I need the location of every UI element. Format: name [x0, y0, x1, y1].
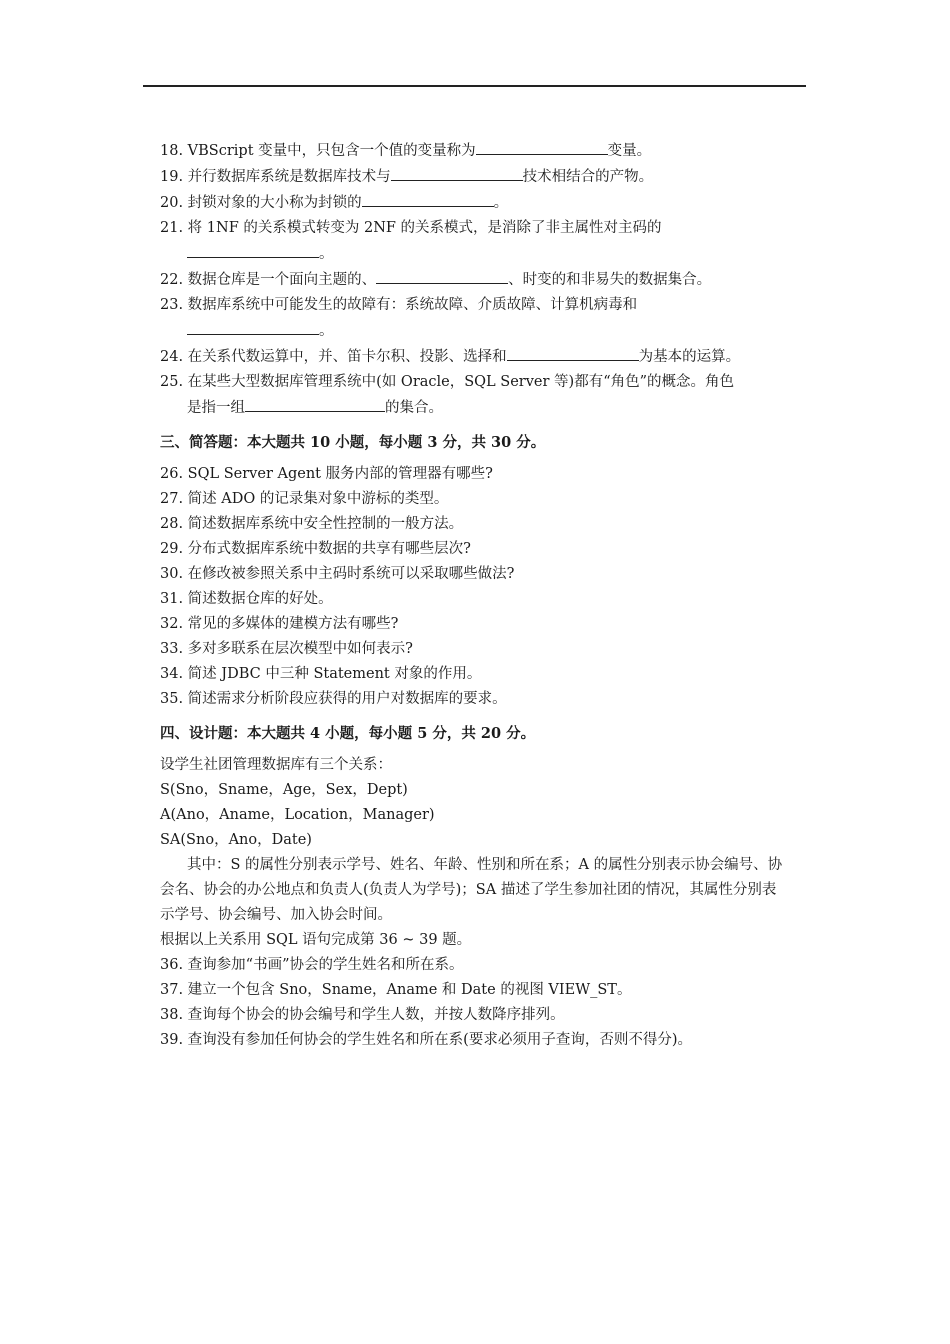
- question-21-cont: [160, 241, 790, 267]
- question-35: 35. 简述需求分析阶段应获得的用户对数据库的要求。: [160, 691, 507, 707]
- q25-text: 25. 在某些大型数据库管理系统中(如 Oracle，SQL Server 等)都有“角色”的概念。角色: [160, 374, 735, 390]
- q24-blank: [507, 344, 639, 361]
- q24-text: 24. 在关系代数运算中，并、笛卡尔积、投影、选择和: [160, 349, 507, 365]
- section-3-heading: 三、简答题：本大题共 10 小题，每小题 3 分，共 30 分。: [160, 434, 546, 451]
- question-20: [160, 190, 790, 216]
- top-rule: [143, 85, 806, 87]
- question-21: [160, 216, 790, 241]
- question-23-cont: [160, 318, 790, 344]
- q20-blank: [362, 190, 494, 207]
- section-4-heading: 四、设计题：本大题共 4 小题，每小题 5 分，共 20 分。: [160, 725, 536, 742]
- section-4-instruction: 根据以上关系用 SQL 语句完成第 36 ~ 39 题。: [160, 932, 472, 948]
- q20-tail: 。: [493, 195, 509, 211]
- q19-blank: [391, 164, 523, 181]
- question-29: 29. 分布式数据库系统中数据的共享有哪些层次?: [160, 541, 471, 557]
- question-38: 38. 查询每个协会的协会编号和学生人数，并按人数降序排列。: [160, 1007, 565, 1023]
- q25-text-b: 是指一组: [187, 400, 245, 416]
- question-25-cont: [160, 395, 790, 421]
- q22-tail: 、时变的和非易失的数据集合。: [508, 272, 712, 288]
- question-26: 26. SQL Server Agent 服务内部的管理器有哪些?: [160, 466, 493, 482]
- q18-tail: 变量。: [607, 143, 652, 159]
- q18-blank: [476, 138, 608, 155]
- section-4-description: 其中：S 的属性分别表示学号、姓名、年龄、性别和所在系；A 的属性分别表示协会编号、协会名、协会的办公地点和负责人(负责人为学号)；SA 描述了学生参加社团的情况，其属性分别表示学号、协会编号、加入协会时间。: [160, 857, 783, 923]
- question-39: 39. 查询没有参加任何协会的学生姓名和所在系(要求必须用子查询，否则不得分)。: [160, 1032, 692, 1048]
- q22-blank: [376, 267, 508, 284]
- question-25: [160, 370, 790, 395]
- question-27: 27. 简述 ADO 的记录集对象中游标的类型。: [160, 491, 449, 507]
- q21-text: 21. 将 1NF 的关系模式转变为 2NF 的关系模式，是消除了非主属性对主码的: [160, 220, 662, 236]
- question-22: [160, 267, 790, 293]
- relation-a: A(Ano，Aname，Location，Manager): [160, 807, 435, 823]
- q23-tail: 。: [319, 323, 334, 339]
- exam-content: [160, 138, 790, 1053]
- question-32: 32. 常见的多媒体的建模方法有哪些?: [160, 616, 399, 632]
- relation-sa: SA(Sno，Ano，Date): [160, 832, 312, 848]
- q22-text: 22. 数据仓库是一个面向主题的、: [160, 272, 377, 288]
- q25-tail: 的集合。: [385, 400, 443, 416]
- section-4-intro: 设学生社团管理数据库有三个关系：: [160, 757, 392, 773]
- question-31: 31. 简述数据仓库的好处。: [160, 591, 333, 607]
- question-33: 33. 多对多联系在层次模型中如何表示?: [160, 641, 413, 657]
- q23-blank: [187, 318, 319, 335]
- q23-text: 23. 数据库系统中可能发生的故障有：系统故障、介质故障、计算机病毒和: [160, 297, 638, 313]
- question-18: [160, 138, 790, 164]
- question-34: 34. 简述 JDBC 中三种 Statement 对象的作用。: [160, 666, 482, 682]
- question-28: 28. 简述数据库系统中安全性控制的一般方法。: [160, 516, 464, 532]
- question-23: [160, 293, 790, 318]
- q21-tail: 。: [319, 246, 334, 262]
- q19-text: 19. 并行数据库系统是数据库技术与: [160, 169, 391, 185]
- q24-tail: 为基本的运算。: [638, 349, 741, 365]
- q20-text: 20. 封锁对象的大小称为封锁的: [160, 195, 362, 211]
- q21-blank: [187, 241, 319, 258]
- question-36: 36. 查询参加“书画”协会的学生姓名和所在系。: [160, 957, 464, 973]
- q19-tail: 技术相结合的产物。: [522, 169, 654, 185]
- question-30: 30. 在修改被参照关系中主码时系统可以采取哪些做法?: [160, 566, 515, 582]
- relation-s: S(Sno，Sname，Age，Sex，Dept): [160, 782, 408, 798]
- q18-text: 18. VBScript 变量中，只包含一个值的变量称为: [160, 143, 476, 159]
- question-19: [160, 164, 790, 190]
- question-37: 37. 建立一个包含 Sno，Sname，Aname 和 Date 的视图 VIEW_ST。: [160, 982, 632, 998]
- question-24: [160, 344, 790, 370]
- q25-blank: [245, 395, 385, 412]
